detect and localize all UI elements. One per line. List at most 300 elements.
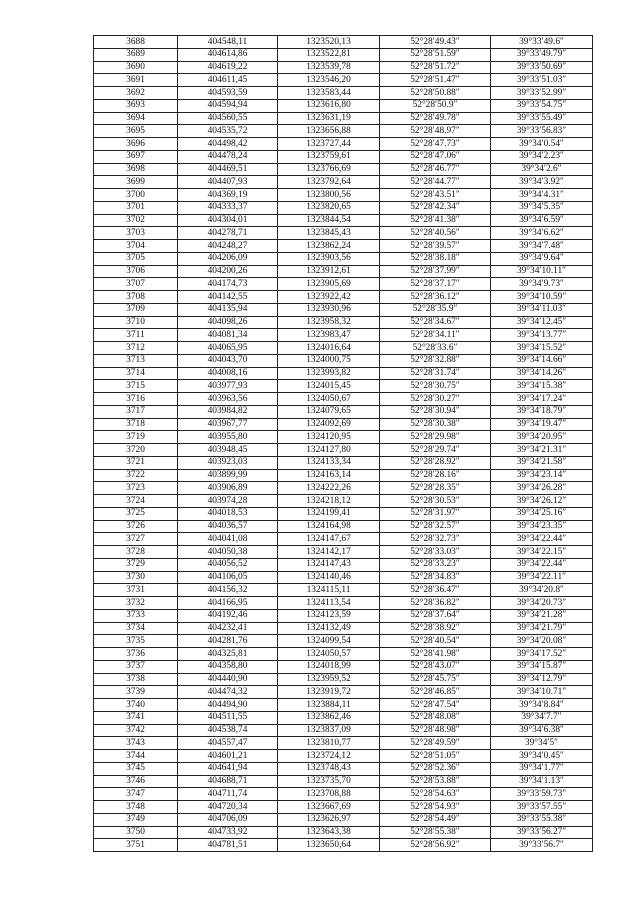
- point-number-cell: 3699: [94, 176, 178, 189]
- longitude-cell: 39°34′20.73″: [491, 597, 593, 610]
- y-coordinate-cell: 1323958,32: [278, 316, 380, 329]
- x-coordinate-cell: 404711,74: [178, 788, 278, 801]
- x-coordinate-cell: 404474,32: [178, 686, 278, 699]
- longitude-cell: 39°34′2.6″: [491, 163, 593, 176]
- longitude-cell: 39°33′51.03″: [491, 74, 593, 87]
- y-coordinate-cell: 1323905,69: [278, 278, 380, 291]
- table-row: [94, 686, 593, 699]
- latitude-cell: 52°28′52.36″: [380, 762, 491, 775]
- longitude-cell: 39°33′56.83″: [491, 125, 593, 138]
- latitude-cell: 52°28′32.73″: [380, 533, 491, 546]
- latitude-cell: 52°28′30.27″: [380, 393, 491, 406]
- y-coordinate-cell: 1323546,20: [278, 74, 380, 87]
- longitude-cell: 39°34′3.92″: [491, 176, 593, 189]
- y-coordinate-cell: 1324115,11: [278, 584, 380, 597]
- table-row: [94, 367, 593, 380]
- y-coordinate-cell: 1323520,13: [278, 36, 380, 49]
- point-number-cell: 3737: [94, 660, 178, 673]
- table-row: [94, 138, 593, 151]
- latitude-cell: 52°28′46.85″: [380, 686, 491, 699]
- y-coordinate-cell: 1323583,44: [278, 87, 380, 100]
- point-number-cell: 3705: [94, 252, 178, 265]
- point-number-cell: 3734: [94, 622, 178, 635]
- x-coordinate-cell: 404206,09: [178, 252, 278, 265]
- longitude-cell: 39°34′19.47″: [491, 418, 593, 431]
- longitude-cell: 39°34′22.44″: [491, 533, 593, 546]
- x-coordinate-cell: 403899,99: [178, 469, 278, 482]
- latitude-cell: 52°28′51.72″: [380, 61, 491, 74]
- x-coordinate-cell: 403948,45: [178, 444, 278, 457]
- y-coordinate-cell: 1323724,12: [278, 750, 380, 763]
- x-coordinate-cell: 404720,34: [178, 801, 278, 814]
- y-coordinate-cell: 1323631,19: [278, 112, 380, 125]
- latitude-cell: 52°28′48.98″: [380, 724, 491, 737]
- x-coordinate-cell: 404498,42: [178, 138, 278, 151]
- point-number-cell: 3698: [94, 163, 178, 176]
- point-number-cell: 3724: [94, 495, 178, 508]
- latitude-cell: 52°28′54.49″: [380, 813, 491, 826]
- y-coordinate-cell: 1323959,52: [278, 673, 380, 686]
- latitude-cell: 52°28′51.05″: [380, 750, 491, 763]
- latitude-cell: 52°28′29.74″: [380, 444, 491, 457]
- latitude-cell: 52°28′33.6″: [380, 342, 491, 355]
- y-coordinate-cell: 1323616,80: [278, 99, 380, 112]
- x-coordinate-cell: 404369,19: [178, 189, 278, 202]
- table-row: [94, 163, 593, 176]
- point-number-cell: 3694: [94, 112, 178, 125]
- latitude-cell: 52°28′37.99″: [380, 265, 491, 278]
- latitude-cell: 52°28′54.93″: [380, 801, 491, 814]
- table-row: [94, 520, 593, 533]
- y-coordinate-cell: 1324092,69: [278, 418, 380, 431]
- point-number-cell: 3689: [94, 48, 178, 61]
- point-number-cell: 3723: [94, 482, 178, 495]
- y-coordinate-cell: 1324222,26: [278, 482, 380, 495]
- latitude-cell: 52°28′28.35″: [380, 482, 491, 495]
- latitude-cell: 52°28′47.06″: [380, 150, 491, 163]
- table-row: [94, 99, 593, 112]
- y-coordinate-cell: 1324199,41: [278, 507, 380, 520]
- point-number-cell: 3741: [94, 711, 178, 724]
- point-number-cell: 3717: [94, 405, 178, 418]
- table-row: [94, 405, 593, 418]
- longitude-cell: 39°34′6.59″: [491, 214, 593, 227]
- latitude-cell: 52°28′49.78″: [380, 112, 491, 125]
- x-coordinate-cell: 403984,82: [178, 405, 278, 418]
- longitude-cell: 39°34′5″: [491, 737, 593, 750]
- y-coordinate-cell: 1323643,38: [278, 826, 380, 839]
- y-coordinate-cell: 1323792,64: [278, 176, 380, 189]
- x-coordinate-cell: 404511,55: [178, 711, 278, 724]
- latitude-cell: 52°28′50.9″: [380, 99, 491, 112]
- x-coordinate-cell: 403923,03: [178, 456, 278, 469]
- point-number-cell: 3726: [94, 520, 178, 533]
- latitude-cell: 52°28′36.12″: [380, 291, 491, 304]
- longitude-cell: 39°33′57.55″: [491, 801, 593, 814]
- point-number-cell: 3706: [94, 265, 178, 278]
- table-row: [94, 801, 593, 814]
- y-coordinate-cell: 1323810,77: [278, 737, 380, 750]
- longitude-cell: 39°34′25.16″: [491, 507, 593, 520]
- table-row: [94, 291, 593, 304]
- latitude-cell: 52°28′34.67″: [380, 316, 491, 329]
- y-coordinate-cell: 1324163,14: [278, 469, 380, 482]
- table-row: [94, 469, 593, 482]
- point-number-cell: 3735: [94, 635, 178, 648]
- longitude-cell: 39°34′9.64″: [491, 252, 593, 265]
- x-coordinate-cell: 404098,26: [178, 316, 278, 329]
- longitude-cell: 39°34′7.48″: [491, 240, 593, 253]
- table-row: [94, 788, 593, 801]
- x-coordinate-cell: 404619,22: [178, 61, 278, 74]
- latitude-cell: 52°28′30.94″: [380, 405, 491, 418]
- x-coordinate-cell: 404478,24: [178, 150, 278, 163]
- latitude-cell: 52°28′34.83″: [380, 571, 491, 584]
- longitude-cell: 39°34′22.11″: [491, 571, 593, 584]
- y-coordinate-cell: 1323930,96: [278, 303, 380, 316]
- longitude-cell: 39°34′12.79″: [491, 673, 593, 686]
- table-row: [94, 214, 593, 227]
- longitude-cell: 39°34′10.71″: [491, 686, 593, 699]
- table-row: [94, 546, 593, 559]
- latitude-cell: 52°28′51.59″: [380, 48, 491, 61]
- x-coordinate-cell: 404494,90: [178, 699, 278, 712]
- point-number-cell: 3720: [94, 444, 178, 457]
- table-row: [94, 673, 593, 686]
- x-coordinate-cell: 403974,28: [178, 495, 278, 508]
- y-coordinate-cell: 1324120,95: [278, 431, 380, 444]
- point-number-cell: 3696: [94, 138, 178, 151]
- y-coordinate-cell: 1324015,45: [278, 380, 380, 393]
- point-number-cell: 3693: [94, 99, 178, 112]
- x-coordinate-cell: 404469,51: [178, 163, 278, 176]
- table-row: [94, 839, 593, 852]
- x-coordinate-cell: 404641,94: [178, 762, 278, 775]
- y-coordinate-cell: 1323748,43: [278, 762, 380, 775]
- table-row: [94, 750, 593, 763]
- longitude-cell: 39°34′20.08″: [491, 635, 593, 648]
- longitude-cell: 39°34′22.15″: [491, 546, 593, 559]
- latitude-cell: 52°28′55.38″: [380, 826, 491, 839]
- x-coordinate-cell: 403967,77: [178, 418, 278, 431]
- longitude-cell: 39°34′17.52″: [491, 648, 593, 661]
- point-number-cell: 3690: [94, 61, 178, 74]
- longitude-cell: 39°34′2.23″: [491, 150, 593, 163]
- x-coordinate-cell: 404548,11: [178, 36, 278, 49]
- latitude-cell: 52°28′49.43″: [380, 36, 491, 49]
- x-coordinate-cell: 404440,90: [178, 673, 278, 686]
- point-number-cell: 3722: [94, 469, 178, 482]
- x-coordinate-cell: 404538,74: [178, 724, 278, 737]
- table-row: [94, 354, 593, 367]
- x-coordinate-cell: 404281,76: [178, 635, 278, 648]
- latitude-cell: 52°28′38.18″: [380, 252, 491, 265]
- point-number-cell: 3711: [94, 329, 178, 342]
- longitude-cell: 39°34′6.62″: [491, 227, 593, 240]
- table-row: [94, 380, 593, 393]
- y-coordinate-cell: 1323837,09: [278, 724, 380, 737]
- y-coordinate-cell: 1324016,64: [278, 342, 380, 355]
- y-coordinate-cell: 1324123,59: [278, 609, 380, 622]
- table-row: [94, 431, 593, 444]
- x-coordinate-cell: 404688,71: [178, 775, 278, 788]
- point-number-cell: 3733: [94, 609, 178, 622]
- longitude-cell: 39°34′17.24″: [491, 393, 593, 406]
- latitude-cell: 52°28′39.57″: [380, 240, 491, 253]
- point-number-cell: 3742: [94, 724, 178, 737]
- y-coordinate-cell: 1323912,61: [278, 265, 380, 278]
- y-coordinate-cell: 1323626,97: [278, 813, 380, 826]
- latitude-cell: 52°28′49.59″: [380, 737, 491, 750]
- longitude-cell: 39°34′1.77″: [491, 762, 593, 775]
- y-coordinate-cell: 1323820,65: [278, 201, 380, 214]
- latitude-cell: 52°28′30.53″: [380, 495, 491, 508]
- y-coordinate-cell: 1323922,42: [278, 291, 380, 304]
- x-coordinate-cell: 404611,45: [178, 74, 278, 87]
- table-row: [94, 189, 593, 202]
- table-row: [94, 609, 593, 622]
- point-number-cell: 3747: [94, 788, 178, 801]
- table-row: [94, 74, 593, 87]
- latitude-cell: 52°28′43.51″: [380, 189, 491, 202]
- y-coordinate-cell: 1324218,12: [278, 495, 380, 508]
- longitude-cell: 39°34′11.03″: [491, 303, 593, 316]
- table-row: [94, 252, 593, 265]
- longitude-cell: 39°34′8.84″: [491, 699, 593, 712]
- longitude-cell: 39°34′6.38″: [491, 724, 593, 737]
- longitude-cell: 39°34′15.87″: [491, 660, 593, 673]
- longitude-cell: 39°33′50.69″: [491, 61, 593, 74]
- table-row: [94, 533, 593, 546]
- x-coordinate-cell: 404200,26: [178, 265, 278, 278]
- table-row: [94, 61, 593, 74]
- point-number-cell: 3736: [94, 648, 178, 661]
- latitude-cell: 52°28′40.56″: [380, 227, 491, 240]
- point-number-cell: 3738: [94, 673, 178, 686]
- longitude-cell: 39°33′54.75″: [491, 99, 593, 112]
- latitude-cell: 52°28′44.77″: [380, 176, 491, 189]
- table-row: [94, 737, 593, 750]
- longitude-cell: 39°34′4.31″: [491, 189, 593, 202]
- y-coordinate-cell: 1323656,88: [278, 125, 380, 138]
- longitude-cell: 39°34′21.58″: [491, 456, 593, 469]
- x-coordinate-cell: 404278,71: [178, 227, 278, 240]
- table-row: [94, 482, 593, 495]
- y-coordinate-cell: 1323650,64: [278, 839, 380, 852]
- point-number-cell: 3714: [94, 367, 178, 380]
- latitude-cell: 52°28′47.54″: [380, 699, 491, 712]
- latitude-cell: 52°28′40.54″: [380, 635, 491, 648]
- y-coordinate-cell: 1324164,98: [278, 520, 380, 533]
- table-row: [94, 711, 593, 724]
- y-coordinate-cell: 1323539,78: [278, 61, 380, 74]
- table-row: [94, 265, 593, 278]
- longitude-cell: 39°33′49.79″: [491, 48, 593, 61]
- point-number-cell: 3718: [94, 418, 178, 431]
- latitude-cell: 52°28′42.34″: [380, 201, 491, 214]
- point-number-cell: 3725: [94, 507, 178, 520]
- point-number-cell: 3719: [94, 431, 178, 444]
- table-row: [94, 316, 593, 329]
- longitude-cell: 39°34′14.66″: [491, 354, 593, 367]
- longitude-cell: 39°34′13.77″: [491, 329, 593, 342]
- x-coordinate-cell: 404248,27: [178, 240, 278, 253]
- x-coordinate-cell: 404560,55: [178, 112, 278, 125]
- x-coordinate-cell: 404304,01: [178, 214, 278, 227]
- y-coordinate-cell: 1324132,49: [278, 622, 380, 635]
- latitude-cell: 52°28′34.11″: [380, 329, 491, 342]
- y-coordinate-cell: 1324142,17: [278, 546, 380, 559]
- x-coordinate-cell: 404056,52: [178, 558, 278, 571]
- y-coordinate-cell: 1323522,81: [278, 48, 380, 61]
- y-coordinate-cell: 1323844,54: [278, 214, 380, 227]
- y-coordinate-cell: 1324050,57: [278, 648, 380, 661]
- y-coordinate-cell: 1323708,88: [278, 788, 380, 801]
- point-number-cell: 3704: [94, 240, 178, 253]
- y-coordinate-cell: 1323735,70: [278, 775, 380, 788]
- point-number-cell: 3715: [94, 380, 178, 393]
- table-row: [94, 342, 593, 355]
- table-row: [94, 227, 593, 240]
- x-coordinate-cell: 404535,72: [178, 125, 278, 138]
- latitude-cell: 52°28′45.75″: [380, 673, 491, 686]
- point-number-cell: 3745: [94, 762, 178, 775]
- point-number-cell: 3697: [94, 150, 178, 163]
- table-row: [94, 150, 593, 163]
- coordinates-table-body: [94, 36, 593, 852]
- point-number-cell: 3702: [94, 214, 178, 227]
- latitude-cell: 52°28′50.88″: [380, 87, 491, 100]
- longitude-cell: 39°34′18.79″: [491, 405, 593, 418]
- x-coordinate-cell: 404036,57: [178, 520, 278, 533]
- point-number-cell: 3707: [94, 278, 178, 291]
- longitude-cell: 39°33′56.27″: [491, 826, 593, 839]
- latitude-cell: 52°28′36.47″: [380, 584, 491, 597]
- table-row: [94, 303, 593, 316]
- latitude-cell: 52°28′32.88″: [380, 354, 491, 367]
- point-number-cell: 3703: [94, 227, 178, 240]
- table-row: [94, 775, 593, 788]
- y-coordinate-cell: 1323903,56: [278, 252, 380, 265]
- longitude-cell: 39°34′0.45″: [491, 750, 593, 763]
- longitude-cell: 39°34′15.38″: [491, 380, 593, 393]
- x-coordinate-cell: 404733,92: [178, 826, 278, 839]
- table-row: [94, 393, 593, 406]
- point-number-cell: 3701: [94, 201, 178, 214]
- point-number-cell: 3692: [94, 87, 178, 100]
- point-number-cell: 3732: [94, 597, 178, 610]
- longitude-cell: 39°34′5.35″: [491, 201, 593, 214]
- longitude-cell: 39°34′9.73″: [491, 278, 593, 291]
- table-row: [94, 648, 593, 661]
- y-coordinate-cell: 1324147,43: [278, 558, 380, 571]
- point-number-cell: 3729: [94, 558, 178, 571]
- table-row: [94, 635, 593, 648]
- longitude-cell: 39°34′21.28″: [491, 609, 593, 622]
- x-coordinate-cell: 404706,09: [178, 813, 278, 826]
- table-row: [94, 176, 593, 189]
- x-coordinate-cell: 404232,41: [178, 622, 278, 635]
- longitude-cell: 39°34′10.59″: [491, 291, 593, 304]
- x-coordinate-cell: 404065,95: [178, 342, 278, 355]
- x-coordinate-cell: 404135,94: [178, 303, 278, 316]
- point-number-cell: 3750: [94, 826, 178, 839]
- point-number-cell: 3748: [94, 801, 178, 814]
- y-coordinate-cell: 1324127,80: [278, 444, 380, 457]
- longitude-cell: 39°33′49.6″: [491, 36, 593, 49]
- longitude-cell: 39°34′20.8″: [491, 584, 593, 597]
- latitude-cell: 52°28′56.92″: [380, 839, 491, 852]
- x-coordinate-cell: 404358,80: [178, 660, 278, 673]
- latitude-cell: 52°28′43.07″: [380, 660, 491, 673]
- point-number-cell: 3746: [94, 775, 178, 788]
- table-row: [94, 826, 593, 839]
- longitude-cell: 39°34′23.14″: [491, 469, 593, 482]
- y-coordinate-cell: 1323862,24: [278, 240, 380, 253]
- longitude-cell: 39°34′12.45″: [491, 316, 593, 329]
- y-coordinate-cell: 1324133,34: [278, 456, 380, 469]
- y-coordinate-cell: 1323862,46: [278, 711, 380, 724]
- latitude-cell: 52°28′37.64″: [380, 609, 491, 622]
- table-row: [94, 278, 593, 291]
- y-coordinate-cell: 1323884,11: [278, 699, 380, 712]
- point-number-cell: 3739: [94, 686, 178, 699]
- longitude-cell: 39°34′15.52″: [491, 342, 593, 355]
- point-number-cell: 3691: [94, 74, 178, 87]
- x-coordinate-cell: 404106,05: [178, 571, 278, 584]
- y-coordinate-cell: 1323727,44: [278, 138, 380, 151]
- x-coordinate-cell: 404166,95: [178, 597, 278, 610]
- x-coordinate-cell: 404142,55: [178, 291, 278, 304]
- point-number-cell: 3721: [94, 456, 178, 469]
- table-row: [94, 329, 593, 342]
- y-coordinate-cell: 1324147,67: [278, 533, 380, 546]
- y-coordinate-cell: 1324140,46: [278, 571, 380, 584]
- y-coordinate-cell: 1324018,99: [278, 660, 380, 673]
- x-coordinate-cell: 404174,73: [178, 278, 278, 291]
- latitude-cell: 52°28′53.88″: [380, 775, 491, 788]
- x-coordinate-cell: 404041,08: [178, 533, 278, 546]
- y-coordinate-cell: 1324113,54: [278, 597, 380, 610]
- table-row: [94, 507, 593, 520]
- point-number-cell: 3716: [94, 393, 178, 406]
- table-row: [94, 558, 593, 571]
- table-row: [94, 584, 593, 597]
- longitude-cell: 39°34′20.95″: [491, 431, 593, 444]
- table-row: [94, 699, 593, 712]
- x-coordinate-cell: 404593,59: [178, 87, 278, 100]
- latitude-cell: 52°28′48.97″: [380, 125, 491, 138]
- latitude-cell: 52°28′33.23″: [380, 558, 491, 571]
- latitude-cell: 52°28′51.47″: [380, 74, 491, 87]
- table-row: [94, 660, 593, 673]
- point-number-cell: 3713: [94, 354, 178, 367]
- point-number-cell: 3708: [94, 291, 178, 304]
- x-coordinate-cell: 404333,37: [178, 201, 278, 214]
- latitude-cell: 52°28′54.63″: [380, 788, 491, 801]
- y-coordinate-cell: 1324079,65: [278, 405, 380, 418]
- y-coordinate-cell: 1323983,47: [278, 329, 380, 342]
- x-coordinate-cell: 403977,93: [178, 380, 278, 393]
- table-row: [94, 36, 593, 49]
- longitude-cell: 39°33′56.7″: [491, 839, 593, 852]
- x-coordinate-cell: 404192,46: [178, 609, 278, 622]
- table-row: [94, 597, 593, 610]
- y-coordinate-cell: 1323993,82: [278, 367, 380, 380]
- longitude-cell: 39°33′55.49″: [491, 112, 593, 125]
- point-number-cell: 3710: [94, 316, 178, 329]
- longitude-cell: 39°34′26.28″: [491, 482, 593, 495]
